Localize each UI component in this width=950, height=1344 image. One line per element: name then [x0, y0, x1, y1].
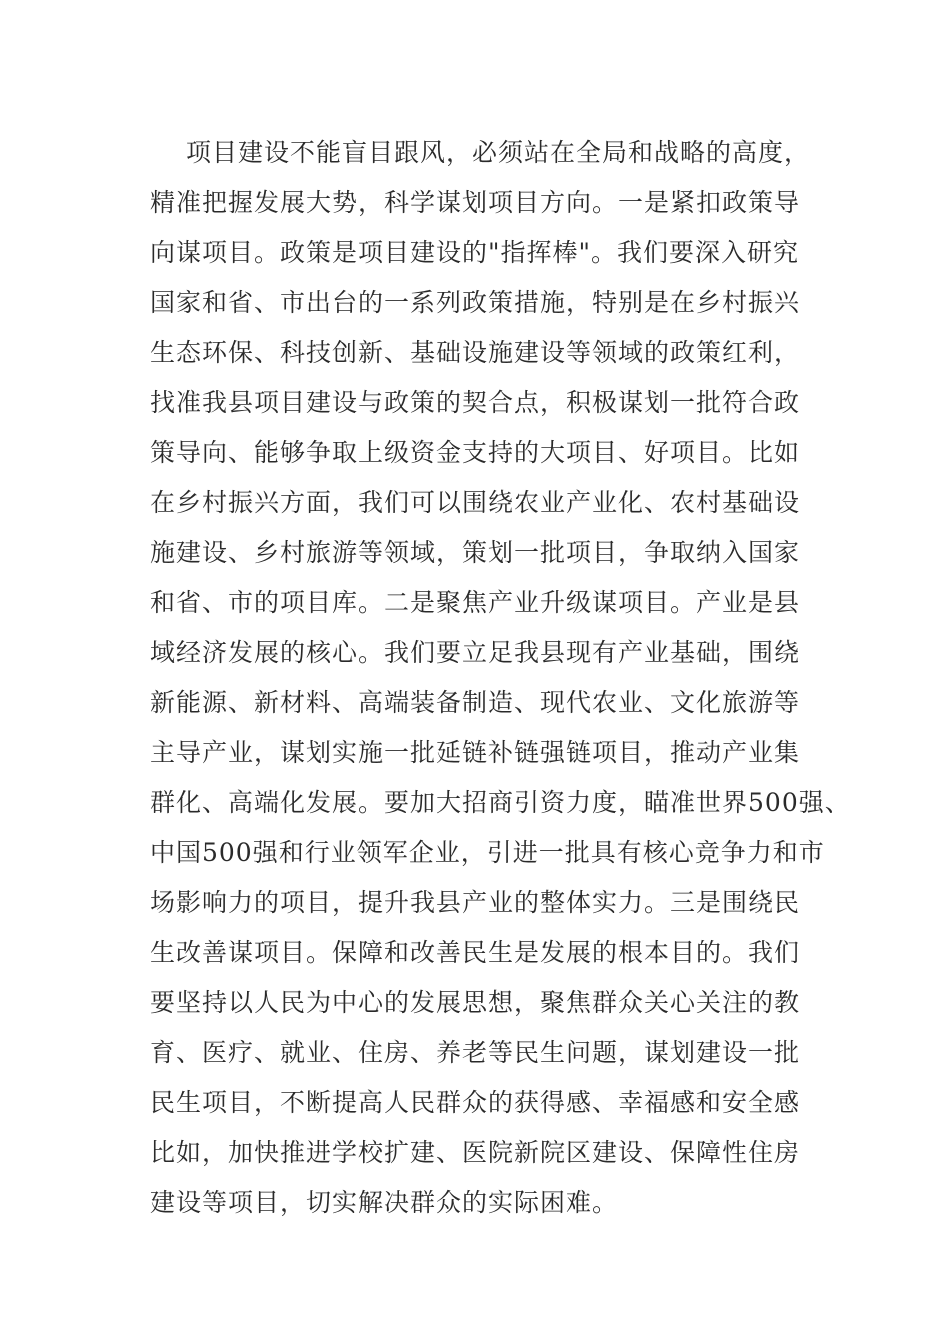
paragraph-line: 精准把握发展大势，科学谋划项目方向。一是紧扣政策导 [150, 188, 801, 217]
paragraph-line: 新能源、新材料、高端装备制造、现代农业、文化旅游等 [150, 688, 801, 717]
paragraph-line: 民生项目，不断提高人民群众的获得感、幸福感和安全感 [150, 1088, 801, 1117]
body-paragraph [150, 128, 851, 1228]
paragraph-line: 策导向、能够争取上级资金支持的大项目、好项目。比如 [150, 438, 801, 467]
paragraph-line: 生改善谋项目。保障和改善民生是发展的根本目的。我们 [150, 938, 801, 967]
paragraph-line: 要坚持以人民为中心的发展思想，聚焦群众关心关注的教 [150, 988, 801, 1017]
paragraph-line: 建设等项目，切实解决群众的实际困难。 [150, 1188, 619, 1217]
paragraph-line: 育、医疗、就业、住房、养老等民生问题，谋划建设一批 [150, 1038, 801, 1067]
paragraph-line: 国家和省、市出台的一系列政策措施，特别是在乡村振兴 [150, 288, 801, 317]
paragraph-line: 向谋项目。政策是项目建设的"指挥棒"。我们要深入研究 [150, 238, 800, 267]
paragraph-line: 比如，加快推进学校扩建、医院新院区建设、保障性住房 [150, 1138, 801, 1167]
paragraph-line: 和省、市的项目库。二是聚焦产业升级谋项目。产业是县 [150, 588, 801, 617]
paragraph-line: 找准我县项目建设与政策的契合点，积极谋划一批符合政 [150, 388, 801, 417]
paragraph-line: 主导产业，谋划实施一批延链补链强链项目，推动产业集 [150, 738, 801, 767]
paragraph-line: 项目建设不能盲目跟风，必须站在全局和战略的高度， [186, 138, 811, 167]
paragraph-line: 场影响力的项目，提升我县产业的整体实力。三是围绕民 [150, 888, 801, 917]
paragraph-line: 施建设、乡村旅游等领域，策划一批项目，争取纳入国家 [150, 538, 801, 567]
paragraph-line: 群化、高端化发展。要加大招商引资力度，瞄准世界500强、 [150, 788, 851, 817]
paragraph-line: 域经济发展的核心。我们要立足我县现有产业基础，围绕 [150, 638, 801, 667]
paragraph-line: 中国500强和行业领军企业，引进一批具有核心竞争力和市 [150, 838, 825, 867]
paragraph-line: 在乡村振兴方面，我们可以围绕农业产业化、农村基础设 [150, 488, 801, 517]
paragraph-line: 生态环保、科技创新、基础设施建设等领域的政策红利， [150, 338, 801, 367]
